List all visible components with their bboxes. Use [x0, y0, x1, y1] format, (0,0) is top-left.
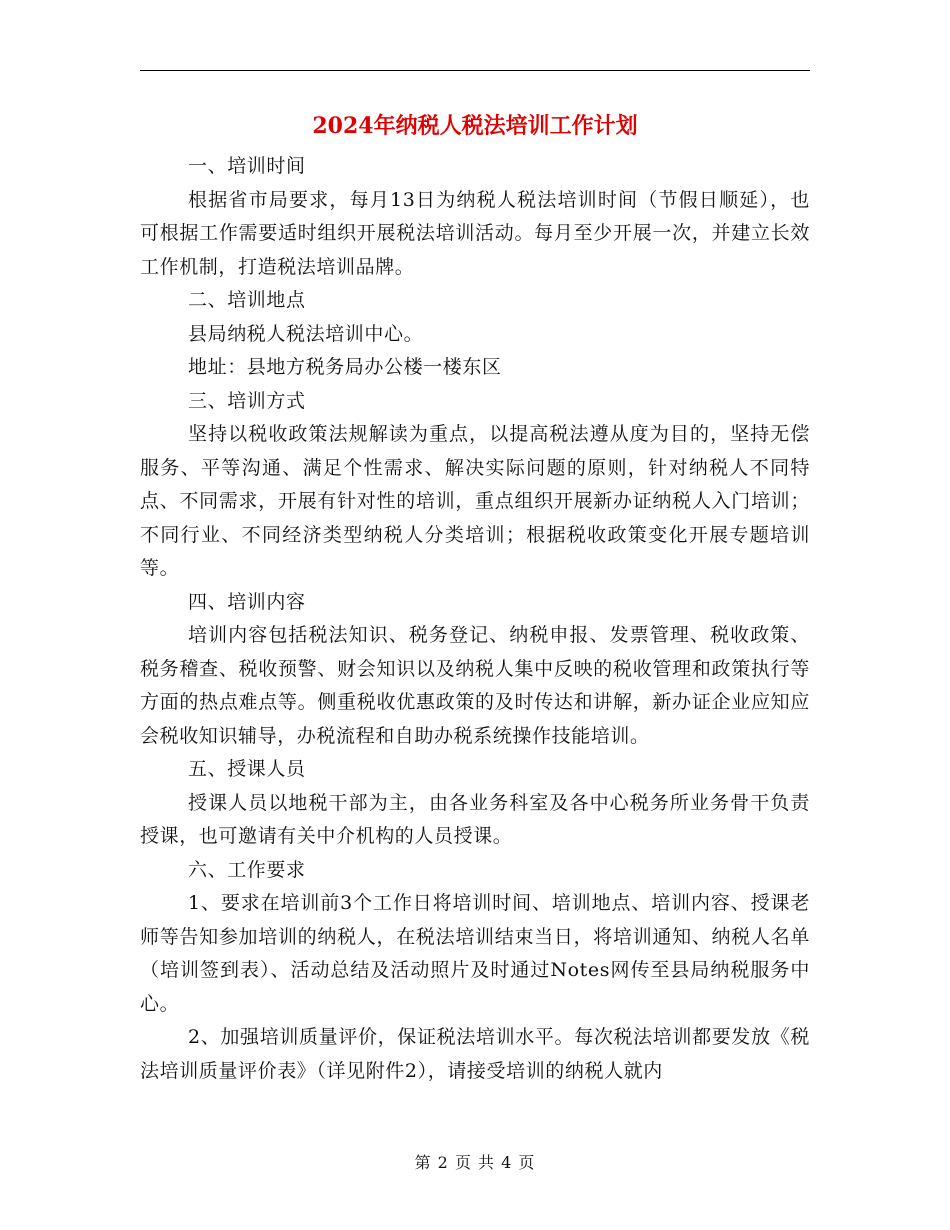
paragraph-content: 培训内容包括税法知识、税务登记、纳税申报、发票管理、税收政策、税务稽查、税收预警、财会知识以及纳税人集中反映的税收管理和政策执行等方面的热点难点等。侧重税收优惠政策的及时传达和讲解，新办证企业应知应会税收知识辅导，办税流程和自助办税系统操作技能培训。 — [140, 624, 810, 747]
section-heading-method: 三、培训方式 — [188, 389, 306, 412]
section-heading-instructors: 五、授课人员 — [188, 758, 306, 780]
document-body — [140, 150, 810, 1088]
paragraph-time: 根据省市局要求，每月13日为纳税人税法培训时间（节假日顺延），也可根据工作需要适时组织开展税法培训活动。每月至少开展一次，并建立长效工作机制，打造税法培训品牌。 — [140, 188, 810, 278]
document-title: 2024年纳税人税法培训工作计划 — [312, 113, 638, 139]
paragraph-method: 坚持以税收政策法规解读为重点，以提高税法遵从度为目的，坚持无偿服务、平等沟通、满足个性需求、解决实际问题的原则，针对纳税人不同特点、不同需求，开展有针对性的培训，重点组织开展新办证纳税人入门培训；不同行业、不同经济类型纳税人分类培训；根据税收政策变化开展专题培训等。 — [140, 423, 810, 579]
paragraph-location: 县局纳税人税法培训中心。 — [188, 322, 424, 345]
paragraph-requirement-1: 1、要求在培训前3个工作日将培训时间、培训地点、培训内容、授课老师等告知参加培训的纳税人，在税法培训结束当日，将培训通知、纳税人名单（培训签到表）、活动总结及活动照片及时通过Notes网传至县局纳税服务中心。 — [140, 892, 810, 1015]
page-footer: 第 2 页 共 4 页 — [414, 1153, 536, 1172]
header-rule — [140, 70, 810, 71]
section-heading-location: 二、培训地点 — [188, 289, 306, 311]
section-heading-requirements: 六、工作要求 — [188, 858, 306, 881]
section-heading-content: 四、培训内容 — [188, 590, 306, 613]
paragraph-requirement-2: 2、加强培训质量评价，保证税法培训水平。每次税法培训都要发放《税法培训质量评价表》（详见附件2），请接受培训的纳税人就内 — [140, 1026, 810, 1082]
section-heading-time: 一、培训时间 — [188, 155, 306, 177]
paragraph-address: 地址：县地方税务局办公楼一楼东区 — [188, 356, 502, 378]
paragraph-instructors: 授课人员以地税干部为主，由各业务科室及各中心税务所业务骨干负责授课，也可邀请有关中介机构的人员授课。 — [140, 791, 810, 847]
